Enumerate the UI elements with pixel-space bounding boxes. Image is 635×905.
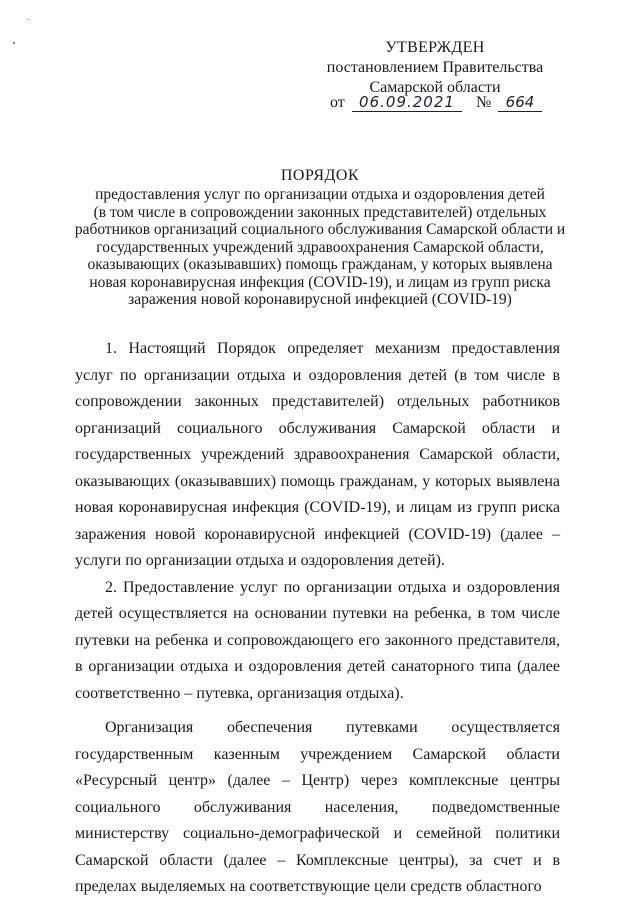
approval-block bbox=[300, 38, 570, 98]
subtitle-line: заражения новой коронавирусной инфекцией (COVID-19) bbox=[128, 291, 512, 308]
paragraph: Организация обеспечения путевками осуществляется государственным казенным учреждением Самарской области «Ресурсный центр» (далее – Центр) через комплексные центры социального обслуживания населения, подведомственные министерству социально-демографической и семейной политики Самарской области (далее – Комплексные центры), за счет и в пределах выделяемых на соответствующие цели средств областного bbox=[75, 719, 560, 895]
subtitle-line: оказывающих (оказывавших) помощь гражданам, у которых выявлена bbox=[87, 256, 553, 273]
date-prefix: от bbox=[330, 94, 345, 111]
handwritten-date: 06.09.2021 bbox=[352, 93, 462, 112]
approval-line: Самарской области bbox=[369, 79, 501, 96]
decree-reference bbox=[330, 94, 545, 118]
paragraph: 1. Настоящий Порядок определяет механизм предоставления услуг по организации отдыха и оздоровления детей (в том числе в сопровождении законных представителей) отдельных работников организаций социального обслуживания Самарской области и государственных учреждений здравоохранения Самарской области, оказывающих (оказывавших) помощь гражданам, у которых выявлена новая коронавирусная инфекция (COVID-19), и лицам из групп риска заражения новой коронавирусной инфекцией (COVID-19) (далее – услуги по организации отдыха и оздоровления детей). bbox=[75, 340, 560, 569]
number-prefix: № bbox=[476, 94, 492, 111]
document-subtitle bbox=[20, 186, 620, 309]
subtitle-line: государственных учреждений здравоохранения Самарской области, bbox=[96, 238, 544, 256]
approval-heading: УТВЕРЖДЕН bbox=[385, 39, 485, 56]
scan-speck bbox=[28, 19, 29, 20]
document-body bbox=[75, 336, 560, 901]
scan-speck bbox=[13, 42, 15, 44]
subtitle-line: работников организаций социального обслуживания Самарской области и bbox=[74, 221, 566, 238]
subtitle-line: предоставления услуг по организации отдыха и оздоровления детей bbox=[95, 186, 545, 203]
subtitle-line: новая коронавирусная инфекция (COVID-19), и лицам из групп риска bbox=[89, 273, 551, 291]
subtitle-line: (в том числе в сопровождении законных представителей) отдельных bbox=[93, 203, 547, 221]
handwritten-number: 664 bbox=[498, 93, 542, 112]
document-title: ПОРЯДОК bbox=[280, 167, 360, 184]
paragraph: 2. Предоставление услуг по организации отдыха и оздоровления детей осуществляется на основании путевки на ребенка, в том числе путевки на ребенка и сопровождающего его законного представителя, в организации отдыха и оздоровления детей санаторного типа (далее соответственно – путевка, организация отдыха). bbox=[75, 578, 560, 702]
approval-line: постановлением Правительства bbox=[326, 59, 544, 76]
document-title-block bbox=[20, 167, 620, 309]
